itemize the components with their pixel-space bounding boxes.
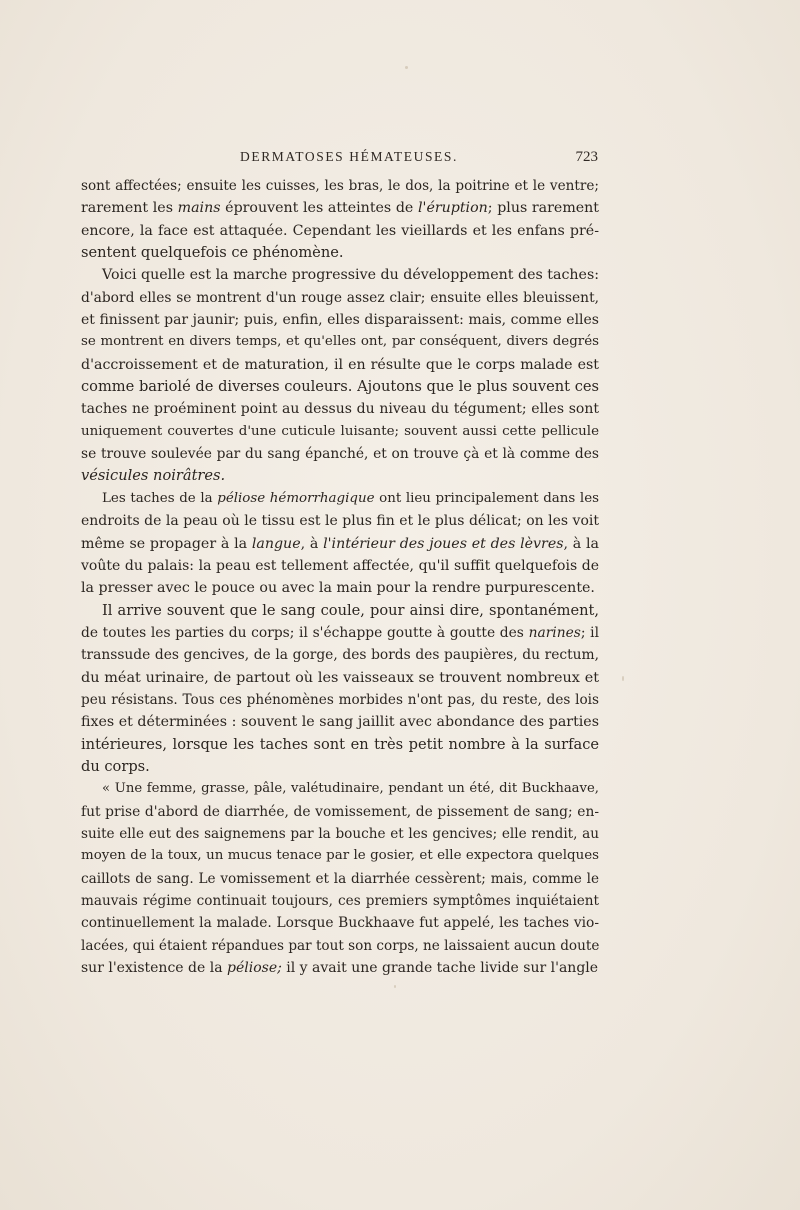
text-run: voûte du palais: la peau est tellement affectée, qu'il suffit quelquefois de [81, 557, 599, 574]
text-line [81, 354, 599, 376]
text-run: sentent quelquefois ce phénomène. [81, 244, 344, 262]
text-run: transsude des gencives, de la gorge, des bords des paupières, du rectum, [81, 647, 599, 664]
paragraph [81, 600, 599, 779]
text-line [81, 264, 599, 286]
text-line [81, 220, 599, 242]
italic-run: péliose; [227, 960, 282, 977]
text-line [81, 175, 599, 197]
text-line [81, 197, 599, 219]
italic-run: péliose hémorrhagique [217, 490, 375, 506]
text-run: ont lieu principalement dans les [374, 490, 599, 506]
body-text [81, 175, 599, 979]
text-run: Voici quelle est la marche progressive du développement des taches: [102, 267, 599, 284]
text-line [81, 823, 599, 845]
italic-run: langue [251, 535, 301, 552]
text-line [81, 331, 599, 353]
text-run: uniquement couvertes d'une cuticule luisante; souvent aussi cette pellicule [81, 423, 599, 439]
text-line [81, 242, 599, 264]
text-line [81, 622, 599, 644]
text-run: rarement les [81, 200, 178, 217]
text-line [81, 689, 599, 711]
page-header [240, 149, 598, 171]
text-run: « Une femme, grasse, pâle, valétudinaire, pendant un été, dit Buckhaave, [102, 781, 599, 797]
paper-speck [405, 66, 408, 69]
text-line [81, 443, 599, 465]
italic-run: narines [528, 624, 581, 641]
text-run: il y avait une grande tache livide sur l'angle [281, 960, 599, 977]
text-run: , à la [563, 535, 599, 552]
text-run: de toutes les parties du corps; il s'échappe goutte à goutte des [81, 624, 529, 641]
text-line [81, 555, 599, 577]
text-line [81, 510, 599, 532]
text-run: Les taches de la [102, 490, 218, 506]
text-run: lacées, qui étaient répandues par tout son corps, ne laissaient aucun doute [81, 937, 600, 954]
text-line [81, 845, 599, 867]
text-run: intérieures, lorsque les taches sont en très petit nombre à la surface [81, 735, 599, 753]
text-run: se trouve soulevée par du sang épanché, et on trouve çà et là comme des [81, 446, 599, 463]
text-line [81, 957, 599, 979]
text-run: moyen de la toux, un mucus tenace par le gosier, et elle expectora quelques [81, 848, 599, 864]
text-line [81, 600, 599, 622]
text-run: comme bariolé de diverses couleurs. Ajoutons que le plus souvent ces [81, 378, 599, 396]
text-line [81, 801, 599, 823]
text-line [81, 912, 599, 934]
text-line [81, 756, 599, 778]
paragraph [81, 778, 599, 979]
text-run: , à [300, 535, 324, 552]
text-run: taches ne proéminent point au dessus du niveau du tégument; elles sont [81, 401, 599, 418]
text-run: fut prise d'abord de diarrhée, de vomissement, de pissement de sang; en- [81, 803, 599, 820]
italic-run: vésicules noirâtres. [81, 467, 226, 485]
text-line [81, 644, 599, 666]
text-run: d'accroissement et de maturation, il en résulte que le corps malade est [81, 356, 599, 373]
text-run: se montrent en divers temps, et qu'elles ont, par conséquent, divers degrés [81, 334, 599, 350]
text-line [81, 711, 599, 733]
page-number: 723 [575, 149, 598, 165]
paper-speck [622, 676, 624, 681]
text-run: la presser avec le pouce ou avec la main pour la rendre purpurescente. [81, 580, 595, 597]
text-run: endroits de la peau où le tissu est le plus fin et le plus délicat; on les voit [81, 513, 599, 530]
text-run: du méat urinaire, de partout où les vaisseaux se trouvent nombreux et [81, 669, 599, 686]
text-line [81, 935, 599, 957]
text-line [81, 287, 599, 309]
text-run: caillots de sang. Le vomissement et la diarrhée cessèrent; mais, comme le [81, 870, 599, 887]
text-run: peu résistans. Tous ces phénomènes morbides n'ont pas, du reste, des lois [81, 691, 599, 708]
paper-speck [394, 985, 396, 988]
text-line [81, 465, 599, 487]
text-run: sur l'existence de la [81, 960, 227, 977]
text-run: suite elle eut des saignemens par la bouche et les gencives; elle rendit, au [81, 825, 599, 842]
paragraph [81, 175, 599, 264]
text-run: même se propager à la [81, 535, 252, 552]
text-run: éprouvent les atteintes de [220, 200, 418, 217]
text-line [81, 309, 599, 331]
italic-run: l'éruption [418, 200, 488, 217]
text-line [81, 376, 599, 398]
text-run: d'abord elles se montrent d'un rouge assez clair; ensuite elles bleuissent, [81, 289, 599, 306]
text-line [81, 667, 599, 689]
text-run: Il arrive souvent que le sang coule, pour ainsi dire, spontanément, [102, 601, 599, 619]
text-run: ; il [580, 624, 600, 641]
text-run: du corps. [81, 757, 150, 775]
text-line [81, 421, 599, 443]
italic-run: mains [177, 200, 221, 217]
paragraph [81, 264, 599, 487]
text-run: ; plus rarement [487, 200, 600, 217]
text-line [81, 488, 599, 510]
text-line [81, 734, 599, 756]
text-run: et finissent par jaunir; puis, enfin, elles disparaissent: mais, comme elles [81, 312, 599, 329]
text-run: encore, la face est attaquée. Cependant les vieillards et les enfans pré- [81, 222, 599, 239]
text-line [81, 868, 599, 890]
text-run: sont affectées; ensuite les cuisses, les bras, le dos, la poitrine et le ventre; [81, 178, 599, 194]
italic-run: l'intérieur des joues et des lèvres [323, 535, 564, 552]
text-run: mauvais régime continuait toujours, ces premiers symptômes inquiétaient [81, 893, 599, 909]
text-line [81, 533, 599, 555]
running-head: DERMATOSES HÉMATEUSES. [240, 149, 458, 164]
paragraph [81, 488, 599, 600]
text-line [81, 778, 599, 800]
text-run: continuellement la malade. Lorsque Buckhaave fut appelé, les taches vio- [81, 915, 599, 932]
text-line [81, 890, 599, 912]
text-line [81, 398, 599, 420]
text-run: fixes et déterminées : souvent le sang jaillit avec abondance des parties [81, 714, 599, 731]
text-line [81, 577, 599, 599]
